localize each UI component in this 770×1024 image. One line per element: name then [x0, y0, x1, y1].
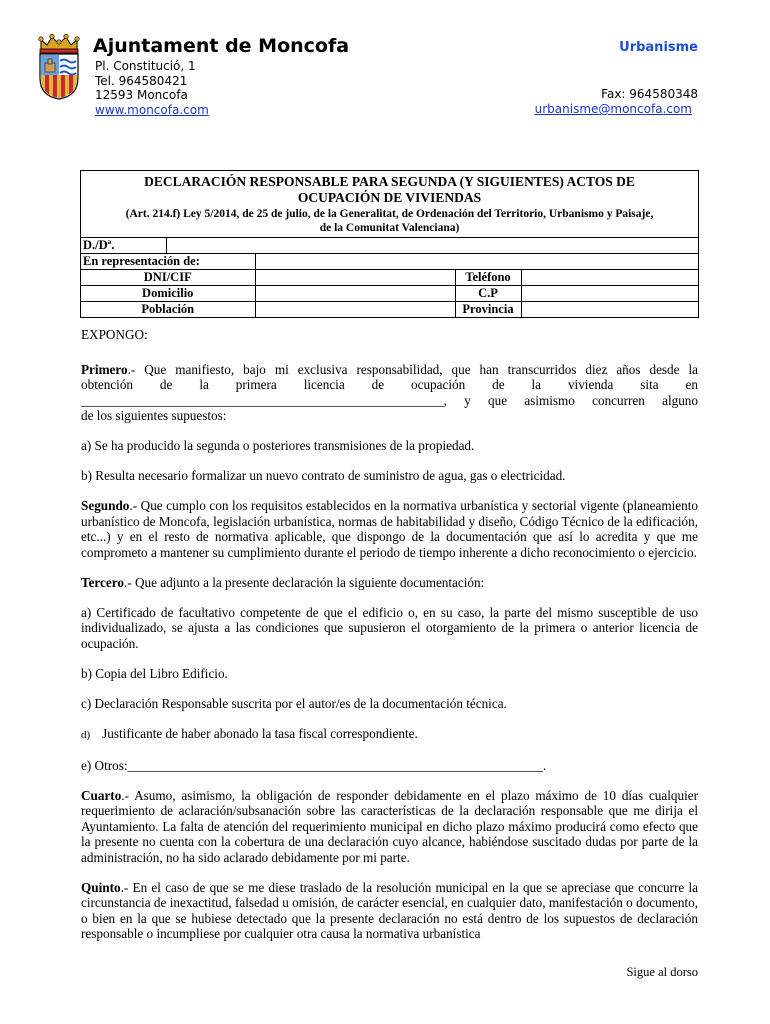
address-label: Domicilio: [81, 286, 255, 302]
address-field[interactable]: [255, 286, 455, 302]
form-title-line2: OCUPACIÓN DE VIVIENDAS: [297, 190, 482, 205]
primero-line2: obtención de la primera licencia de ocupación de la vivienda sita en: [81, 377, 698, 392]
tercero-heading: Tercero: [81, 574, 124, 590]
table-row: [81, 238, 698, 254]
website-link[interactable]: www.moncofa.com: [95, 103, 209, 117]
applicant-fields-table: [81, 238, 698, 317]
paragraph-cuarto: Cuarto.- Asumo, asimismo, la obligación de responder debidamente en el plazo máximo de 10 días cualquier requerimiento de aclaración/subsanación sobre las características de la declaración responsable que me dirija el Ayuntamiento. La falta de atención del requerimiento municipal en dicho plazo máximo producirá como efecto que la presente no cuenta con la cobertura de una declaración cuyo alcance, habiéndose suscitado dudas por parte de la administración, no ha sido aclarado debidamente por mi parte.: [81, 787, 698, 865]
address-line: Pl. Constitució, 1: [95, 59, 196, 73]
form-legal-line2: de la Comunitat Valenciana): [319, 222, 460, 234]
primero-line3: _______________________________________________________, y que asimismo concurren alguno: [81, 392, 698, 408]
paragraph-quinto: Quinto.- En el caso de que se me diese traslado de la resolución municipal en la que se apreciase que concurre la circunstancia de inexactitud, falsedad u omisión, de carácter esencial, en cualquier dato, manifestación o documento, o bien en la que se hubiese detectado que la presente declaración no está dentro de los supuestos de declaración responsable o incumpliese por cualquier otra causa la normativa urbanística: [81, 879, 698, 941]
declaration-body: [81, 327, 698, 956]
paragraph-primero: [81, 362, 698, 424]
tercero-item-c: c) Declaración Responsable suscrita por el autor/es de la documentación técnica.: [81, 695, 507, 711]
phone-label: Teléfono: [455, 270, 521, 286]
table-row: [81, 302, 698, 318]
primero-item-b: b) Resulta necesario formalizar un nuevo contrato de suministro de agua, gas o electricidad.: [81, 468, 566, 483]
department-name: Urbanisme: [619, 40, 698, 55]
continue-note: Sigue al dorso: [626, 965, 698, 979]
phone-field[interactable]: [521, 270, 698, 286]
primero-line1: Primero.- Que manifiesto, bajo mi exclusiva responsabilidad, que han transcurridos diez años desde la: [81, 361, 698, 377]
table-row: [81, 286, 698, 302]
postal-address: 12593 Moncofa: [95, 88, 188, 102]
email-link[interactable]: urbanisme@moncofa.com: [534, 102, 692, 116]
postal-code-field[interactable]: [521, 286, 698, 302]
declaration-form-box: [80, 170, 699, 318]
primero-line4: de los siguientes supuestos:: [81, 408, 227, 423]
fax-number: Fax: 964580348: [601, 87, 698, 101]
dni-field[interactable]: [255, 270, 455, 286]
paragraph-segundo: Segundo.- Que cumplo con los requisitos establecidos en la normativa urbanística y sectorial vigente (planeamiento urbanístico de Moncofa, legislación urbanística, normas de habitabilidad y diseño, Código Técnico de la edificación, etc...) y en el resto de normativa aplicable, que dispongo de la documentación que así lo acredita y que me comprometo a mantener su cumplimiento durante el periodo de tiempo inherente a dicho reconocimiento o ejercicio.: [81, 498, 698, 560]
cuarto-heading: Cuarto: [81, 787, 122, 803]
form-legal-reference: [81, 206, 698, 238]
name-field[interactable]: [166, 238, 698, 254]
primero-item-a: a) Se ha producido la segunda o posteriores transmisiones de la propiedad.: [81, 438, 475, 453]
table-row: [81, 254, 698, 270]
province-field[interactable]: [521, 302, 698, 318]
town-field[interactable]: [255, 302, 455, 318]
form-title-line1: DECLARACIÓN RESPONSABLE PARA SEGUNDA (Y SIGUIENTES) ACTOS DE: [144, 174, 635, 189]
primero-heading: Primero: [81, 361, 128, 377]
province-label: Provincia: [455, 302, 521, 318]
representation-label: En representación de:: [81, 254, 255, 270]
expongo-heading: EXPONGO:: [81, 327, 148, 342]
municipality-name: Ajuntament de Moncofa: [93, 35, 350, 57]
tercero-item-a: a) Certificado de facultativo competente de que el edificio o, en su caso, la parte del mismo susceptible de uso individualizado, se ajusta a las condiciones que supusieron el otorgamiento de la primera o anterior licencia de ocupación.: [81, 604, 698, 651]
quinto-heading: Quinto: [81, 879, 121, 895]
tercero-item-e: e) Otros:_______________________________________________________________.: [81, 757, 547, 773]
form-title: [81, 171, 698, 206]
tercero-item-b: b) Copia del Libro Edificio.: [81, 665, 228, 681]
tercero-item-d: d) Justificante de haber abonado la tasa fiscal correspondiente.: [81, 725, 418, 741]
table-row: [81, 270, 698, 286]
town-label: Población: [81, 302, 255, 318]
item-d-marker: d): [81, 728, 91, 741]
municipal-crest-logo: [36, 34, 82, 100]
name-label: D./Dª.: [81, 238, 166, 254]
segundo-heading: Segundo: [81, 498, 130, 513]
paragraph-tercero: Tercero.- Que adjunto a la presente declaración la siguiente documentación:: [81, 574, 485, 590]
phone-number: Tel. 964580421: [95, 74, 188, 88]
dni-label: DNI/CIF: [81, 270, 255, 286]
representation-field[interactable]: [255, 254, 698, 270]
form-legal-line1: (Art. 214.f) Ley 5/2014, de 25 de julio, de la Generalitat, de Ordenación del Territorio, Urbanismo y Paisaje,: [125, 208, 654, 220]
postal-code-label: C.P: [455, 286, 521, 302]
